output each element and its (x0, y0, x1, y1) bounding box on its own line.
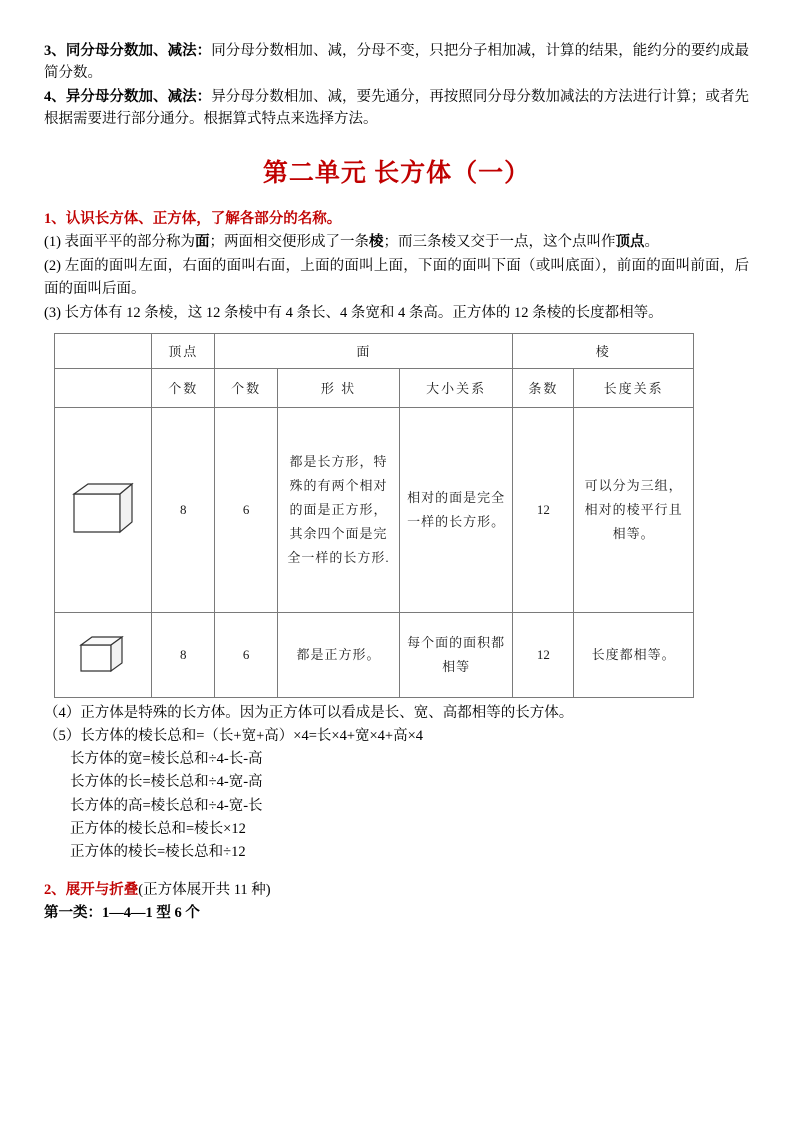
section-1-item-3: (3) 长方体有 12 条棱，这 12 条棱中有 4 条长、4 条宽和 4 条高。正方体的 12 条棱的长度都相等。 (44, 305, 663, 322)
section-2-heading (44, 878, 749, 899)
formula-width: 长方体的宽=棱长总和÷4-长-高 (70, 751, 263, 768)
section-1-item-1 (44, 231, 749, 253)
section-2-heading-note: (正方体展开共 11 种) (138, 882, 271, 899)
term-leng: 棱 (369, 233, 384, 250)
term-mian: 面 (195, 233, 210, 250)
item1-part4: 。 (644, 233, 660, 250)
cuboid-properties-table (54, 333, 694, 698)
table-subheader-vertex-count: 个数 (152, 368, 215, 407)
tail-line-5: （5）长方体的棱长总和=（长+宽+高）×4=长×4+宽×4+高×4 (44, 727, 424, 744)
table-row (55, 612, 694, 697)
table-row (55, 407, 694, 612)
table-subheader-edge-count: 条数 (513, 368, 574, 407)
section-1-item-2: (2) 左面的面叫左面，右面的面叫右面，上面的面叫上面，下面的面叫下面（或叫底面），前面的面叫前面，后面的面叫后面。 (44, 258, 749, 297)
table-header-row-sub (55, 368, 694, 407)
table-header-edge: 棱 (513, 333, 694, 368)
formula-cube-edge: 正方体的棱长=棱长总和÷12 (70, 843, 246, 860)
item1-part1: (1) 表面平平的部分称为 (44, 233, 196, 250)
cuboid-face-shape: 都是长方形，特殊的有两个相对的面是正方形，其余四个面是完全一样的长方形. (278, 407, 400, 612)
table-subheader-face-relation: 大小关系 (399, 368, 513, 407)
intro-line-3-label: 3、同分母分数加、减法： (44, 43, 212, 59)
cube-face-count: 6 (215, 612, 278, 697)
formula-length: 长方体的长=棱长总和÷4-宽-高 (70, 774, 263, 791)
table-subheader-blank (55, 368, 152, 407)
cuboid-edge-count: 12 (513, 407, 574, 612)
cuboid-figure-cell (55, 407, 152, 612)
cube-figure (76, 633, 130, 677)
intro-line-3-text: 同分母分数相加、减，分母不变，只把分子相加减，计算的结果，能约分的要约成最简分数。 (44, 43, 749, 82)
intro-line-3 (44, 40, 749, 85)
table-subheader-edge-relation: 长度关系 (574, 368, 694, 407)
tail-line-4: （4）正方体是特殊的长方体。因为正方体可以看成是长、宽、高都相等的长方体。 (44, 704, 574, 721)
cube-figure-cell (55, 612, 152, 697)
table-header-vertex: 顶点 (152, 333, 215, 368)
table-header-row-top (55, 333, 694, 368)
cuboid-vertex-count: 8 (152, 407, 215, 612)
item1-part3: ；而三条棱又交于一点，这个点叫作 (383, 233, 616, 250)
cuboid-face-relation: 相对的面是完全一样的长方形。 (399, 407, 513, 612)
cube-face-shape: 都是正方形。 (278, 612, 400, 697)
formula-cube-total: 正方体的棱长总和=棱长×12 (70, 820, 246, 837)
table-subheader-face-count: 个数 (215, 368, 278, 407)
formula-list (44, 702, 749, 864)
section-2-class-line: 第一类：1—4—1 型 6 个 (44, 905, 200, 922)
cuboid-edge-relation: 可以分为三组，相对的棱平行且相等。 (574, 407, 694, 612)
intro-line-4 (44, 86, 749, 131)
section-1-body (44, 231, 749, 325)
section-1-heading: 1、认识长方体、正方体，了解各部分的名称。 (44, 210, 342, 227)
item1-part2: ；两面相交便形成了一条 (209, 233, 370, 250)
table-header-blank (55, 333, 152, 368)
section-2-heading-red: 2、展开与折叠 (44, 882, 139, 899)
table-subheader-face-shape: 形 状 (278, 368, 400, 407)
cuboid-figure (68, 480, 138, 540)
cube-face-relation: 每个面的面积都相等 (399, 612, 513, 697)
cube-edge-count: 12 (513, 612, 574, 697)
term-dingdian: 顶点 (615, 233, 645, 250)
cube-edge-relation: 长度都相等。 (574, 612, 694, 697)
intro-line-4-label: 4、异分母分数加、减法： (44, 88, 212, 105)
cuboid-face-count: 6 (215, 407, 278, 612)
intro-line-4-text: 异分母分数相加、减，要先通分，再按照同分母分数加减法的方法进行计算；或者先根据需要进行部分通分。根据算式特点来选择方法。 (44, 88, 749, 128)
formula-height: 长方体的高=棱长总和÷4-宽-长 (70, 797, 263, 814)
cube-vertex-count: 8 (152, 612, 215, 697)
page-title: 第二单元 长方体（一） (262, 159, 531, 187)
table-header-face: 面 (215, 333, 513, 368)
